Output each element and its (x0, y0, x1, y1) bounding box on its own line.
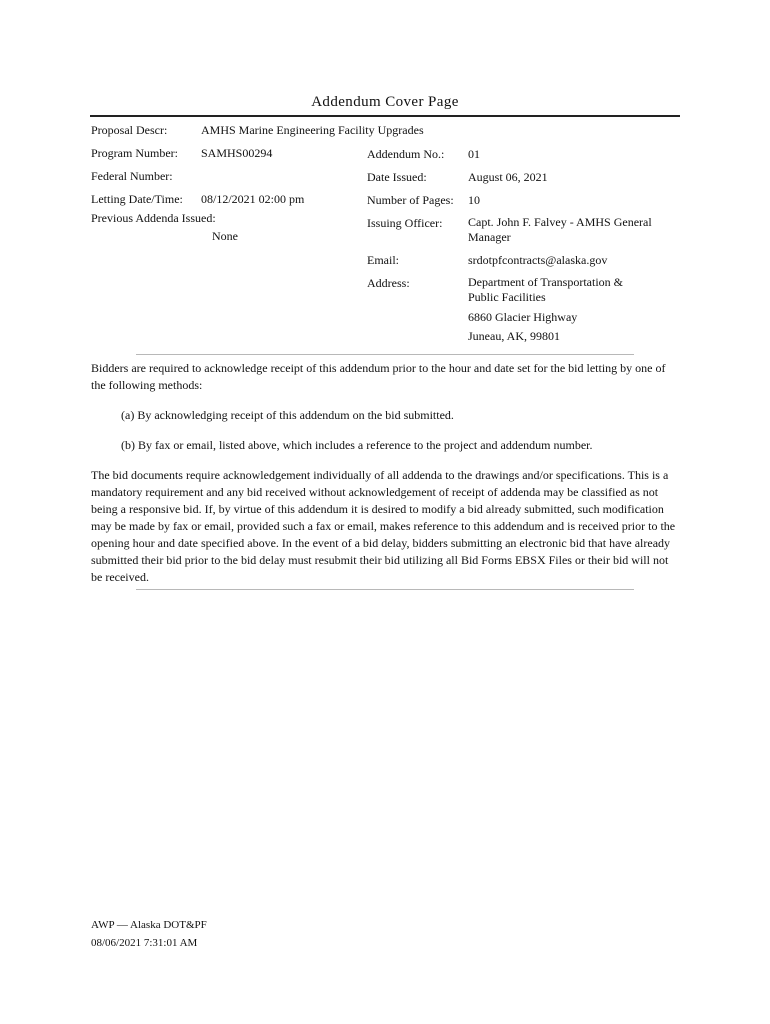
footer-source: AWP — Alaska DOT&PF (91, 919, 207, 931)
addendum-no-label: Addendum No.: (367, 147, 445, 161)
proposal-descr-label: Proposal Descr: (91, 123, 168, 137)
issuing-officer-label: Issuing Officer: (367, 216, 443, 230)
intro-paragraph: Bidders are required to acknowledge receipt of this addendum prior to the hour and date set for the bid letting by one of the following methods: (91, 361, 666, 392)
letting-date-label: Letting Date/Time: (91, 192, 183, 206)
footer-timestamp: 08/06/2021 7:31:01 AM (91, 937, 198, 949)
proposal-descr-value: AMHS Marine Engineering Facility Upgrades (201, 123, 424, 137)
method-a: (a) By acknowledging receipt of this addendum on the bid submitted. (121, 408, 454, 422)
section-divider-top (136, 354, 634, 355)
method-b: (b) By fax or email, listed above, which includes a reference to the project and addendum number. (121, 438, 593, 452)
num-pages-value: 10 (468, 193, 480, 207)
issuing-officer-value: Capt. John F. Falvey - AMHS General Manager (468, 215, 652, 244)
date-issued-value: August 06, 2021 (468, 170, 548, 184)
program-number-label: Program Number: (91, 146, 178, 160)
date-issued-label: Date Issued: (367, 170, 427, 184)
page-title: Addendum Cover Page (311, 94, 459, 110)
address-label: Address: (367, 276, 410, 290)
federal-number-label: Federal Number: (91, 169, 173, 183)
email-label: Email: (367, 253, 399, 267)
address-line-2: 6860 Glacier Highway (468, 310, 578, 324)
num-pages-label: Number of Pages: (367, 193, 454, 207)
letting-date-value: 08/12/2021 02:00 pm (201, 192, 305, 206)
section-divider-bottom (136, 589, 634, 590)
main-paragraph: The bid documents require acknowledgement individually of all addenda to the drawings and/or specifications. This is a mandatory requirement and any bid received without acknowledgement of receipt of addenda may be classified as not being a responsive bid. If, by virtue of this addendum it is desired to modify a bid already submitted, such modification may be made by fax or email, provided such a fax or email, makes reference to this addendum and is received prior to the opening hour and date specified above. In the event of a bid delay, bidders submitting an electronic bid that have already submitted their bid prior to the bid delay must resubmit their bid utilizing all Bid Forms EBSX Files or their bid will not be received. (91, 468, 676, 584)
previous-addenda-label: Previous Addenda Issued: (91, 211, 216, 225)
program-number-value: SAMHS00294 (201, 146, 273, 160)
address-line-3: Juneau, AK, 99801 (468, 329, 560, 343)
previous-addenda-value: None (212, 229, 238, 243)
address-line-1: Department of Transportation & Public Facilities (468, 275, 623, 304)
addendum-no-value: 01 (468, 147, 480, 161)
email-value: srdotpfcontracts@alaska.gov (468, 253, 608, 267)
title-rule (90, 115, 680, 117)
